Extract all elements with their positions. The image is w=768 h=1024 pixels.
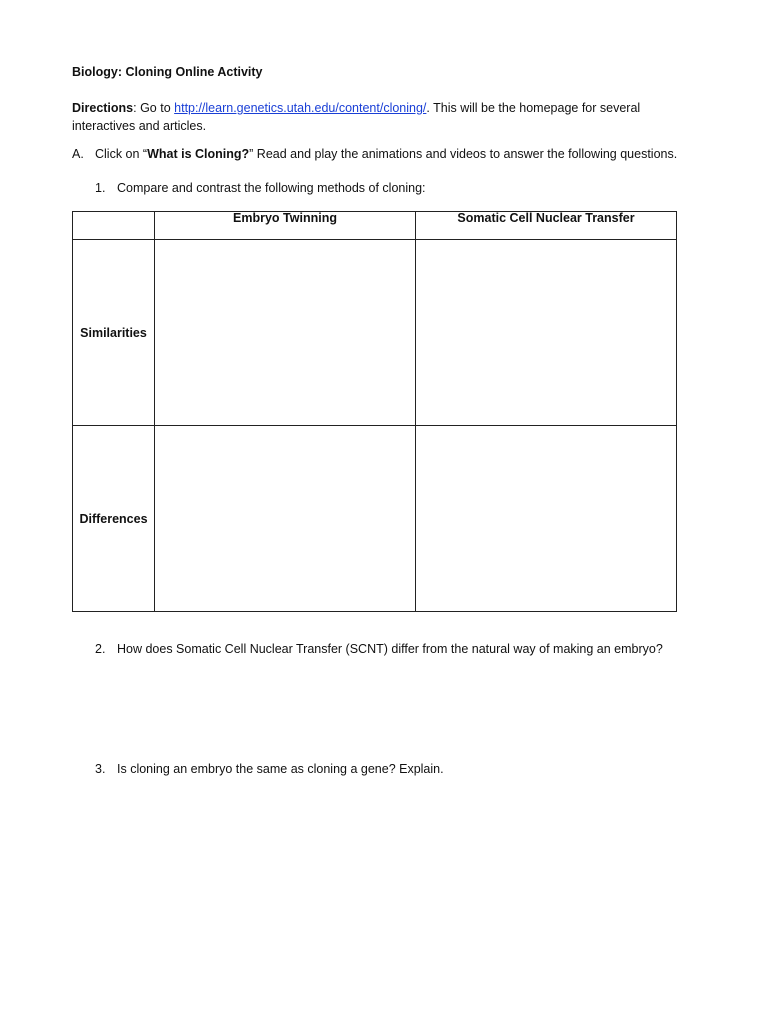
question-3-text: Is cloning an embryo the same as cloning a gene? Explain.	[117, 762, 444, 776]
row-label-differences: Differences	[73, 426, 155, 612]
answer-cell-similarities-scnt[interactable]	[416, 240, 677, 426]
directions-line-1	[72, 99, 640, 117]
directions-paragraph	[72, 99, 640, 135]
table-row-similarities	[73, 240, 677, 426]
question-3	[95, 762, 444, 776]
table-header-empty	[73, 212, 155, 240]
table-row-differences	[73, 426, 677, 612]
question-2-number: 2.	[95, 642, 106, 656]
table-header-row	[73, 212, 677, 240]
comparison-table	[72, 211, 677, 612]
question-2	[95, 642, 663, 656]
table-header-embryo-twinning: Embryo Twinning	[155, 212, 416, 240]
answer-cell-similarities-embryo-twinning[interactable]	[155, 240, 416, 426]
question-1-text: Compare and contrast the following methods of cloning:	[117, 181, 426, 195]
section-a-instruction	[72, 147, 677, 161]
section-a-bold: What is Cloning?	[147, 147, 250, 161]
table-header-scnt: Somatic Cell Nuclear Transfer	[416, 212, 677, 240]
section-a-post: ” Read and play the animations and videos to answer the following questions.	[249, 147, 678, 161]
question-2-text: How does Somatic Cell Nuclear Transfer (SCNT) differ from the natural way of making an embryo?	[117, 642, 663, 656]
directions-line-2: interactives and articles.	[72, 119, 207, 133]
section-a-pre: Click on “	[95, 147, 148, 161]
question-1	[95, 181, 426, 195]
directions-pre-link: : Go to	[133, 101, 175, 115]
cloning-site-link[interactable]: http://learn.genetics.utah.edu/content/cloning/	[174, 101, 427, 115]
answer-cell-differences-scnt[interactable]	[416, 426, 677, 612]
directions-label: Directions	[72, 101, 134, 115]
document-title: Biology: Cloning Online Activity	[72, 65, 263, 79]
section-a-letter: A.	[72, 147, 84, 161]
directions-post-link: . This will be the homepage for several	[426, 101, 641, 115]
row-label-similarities: Similarities	[73, 240, 155, 426]
question-1-number: 1.	[95, 181, 106, 195]
question-3-number: 3.	[95, 762, 106, 776]
answer-cell-differences-embryo-twinning[interactable]	[155, 426, 416, 612]
